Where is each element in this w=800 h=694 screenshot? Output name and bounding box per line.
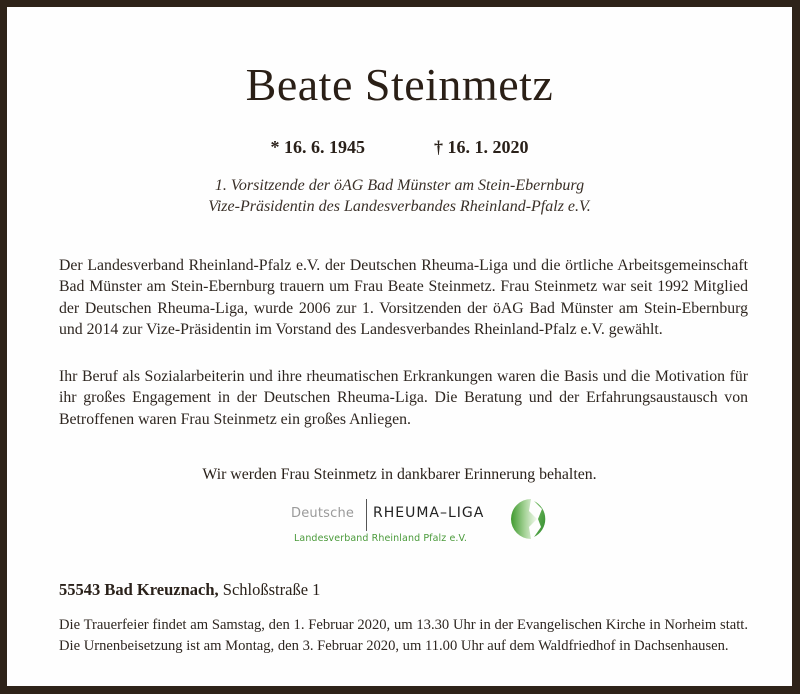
address — [59, 579, 320, 601]
closing-line: Wir werden Frau Steinmetz in dankbarer Erinnerung behalten. — [202, 466, 597, 483]
logo-word-deutsche: Deutsche — [291, 506, 355, 521]
paragraph-tribute: Der Landesverband Rheinland-Pfalz e.V. der Deutschen Rheuma-Liga und die örtliche Arbeitsgemeinschaft Bad Münster am Stein-Ebernburg trauern um Frau Beate Steinmetz. Frau Steinmetz war seit 1992 Mitglied der Deutschen Rheuma-Liga, wurde 2006 zur 1. Vorsitzenden der öAG Bad Münster am Stein-Ebernburg und 2014 zur Vize-Präsidentin im Vorstand des Landesverbandes Rheinland-Pfalz e.V. gewählt. — [59, 257, 748, 339]
rheuma-liga-circle-icon — [507, 497, 551, 541]
logo-divider — [366, 499, 367, 531]
logo-subline: Landesverband Rheinland Pfalz e.V. — [294, 533, 468, 544]
life-dates — [7, 135, 792, 159]
paragraph-engagement: Ihr Beruf als Sozialarbeiterin und ihre rheumatischen Erkrankungen waren die Basis und die Motivation für ihr großes Engagement in der Deutschen Rheuma-Liga. Die Beratung und der Erfahrungsaustausch von Betroffenen waren Frau Steinmetz ein großes Anliegen. — [59, 368, 748, 428]
funeral-details: Die Trauerfeier findet am Samstag, den 1. Februar 2020, um 13.30 Uhr in der Evangelischen Kirche in Norheim statt. Die Urnenbeisetzung ist am Montag, den 3. Februar 2020, um 11.00 Uhr auf dem Waldfriedhof in Dachsenhausen. — [59, 617, 748, 654]
role-line: 1. Vorsitzende der öAG Bad Münster am Stein-Ebernburg — [214, 177, 585, 194]
address-street: Schloßstraße 1 — [218, 580, 321, 599]
roles — [7, 175, 792, 217]
logo-word-rheuma-liga: RHEUMA–LIGA — [373, 505, 485, 521]
role-line: Vize-Präsidentin des Landesverbandes Rheinland-Pfalz e.V. — [208, 198, 591, 215]
rheuma-liga-logo — [285, 495, 555, 551]
death-date: † 16. 1. 2020 — [434, 137, 529, 157]
deceased-name: Beate Steinmetz — [245, 59, 554, 110]
address-city: 55543 Bad Kreuznach, — [59, 580, 219, 599]
birth-date: * 16. 6. 1945 — [270, 137, 365, 157]
obituary-card — [7, 7, 792, 686]
